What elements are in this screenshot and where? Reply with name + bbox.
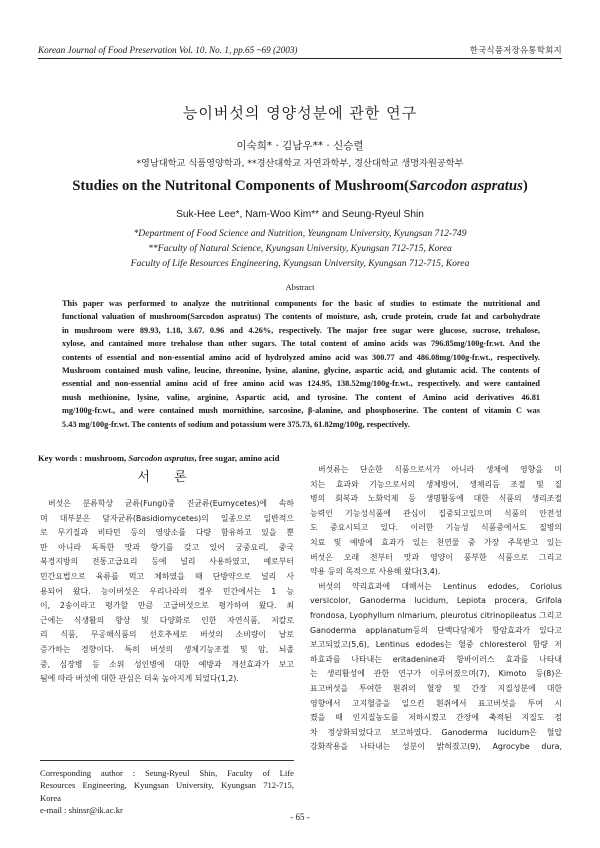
- korean-authors: 이숙희* · 김남우** · 신승렬: [236, 140, 364, 152]
- body-line: 됨에 따라 버섯에 대한 관심은 더욱 높아지게 되었다(1,2).: [40, 674, 239, 684]
- body-line: 이, 2송이라고 평가할 만큼 고급버섯으로 평가하여 왔다. 최: [40, 601, 294, 611]
- body-line: 표고버섯을 투여한 흰쥐의 혈장 및 간장 지질성분에 대한: [310, 683, 562, 693]
- body-line: 증가하는 경향이다. 특히 버섯의 생체기능조절 및 암, 뇌졸: [40, 644, 294, 654]
- korean-title: 능이버섯의 영양성분에 관한 연구: [182, 104, 418, 122]
- body-line: 도 중요시되고 있다. 이러한 기능성 식품중에서도 질병의: [310, 523, 562, 533]
- korean-affiliations: *영남대학교 식품영양학과, **경산대학교 자연과학부, 경산대학교 생명자원공학부: [136, 158, 464, 169]
- footnote-line: Resources Engineering, Kyungsan University, Kyungsan 712-715,: [40, 780, 294, 791]
- body-line: 만 아니라 독특한 맛과 향기를 갖고 있어 궁중요리, 중국: [40, 542, 294, 552]
- keywords-post: , free sugar, amino acid: [194, 453, 280, 463]
- body-line: 며 대부분은 담자균류(Basidiomycetes)의 일종으로 일반적으: [40, 513, 294, 523]
- body-line: 버섯은 분류학상 균류(Fungi)중 진균류(Eumycetes)에 속하: [48, 499, 294, 508]
- body-line: 북경지방의 전통고급요리 등에 널리 사용하였고, 예로부터: [40, 557, 294, 567]
- body-line: 버섯의 약리효과에 대해서는 Lentinus edodes, Coriolus: [318, 581, 562, 591]
- body-line: 하효과를 나타내는 eritadenine과 항바이러스 효과를 나타내: [310, 654, 562, 664]
- section-heading-introduction: 서 론: [137, 470, 197, 485]
- english-title: [0, 178, 600, 195]
- affiliation-line: **Faculty of Natural Science, Kyungsan University, Kyungsan 712-715, Korea: [148, 243, 452, 254]
- body-line: 켰을 때 인지질농도를 저하시켰고 간장에 축적된 지질도 점: [310, 713, 562, 723]
- body-line: frondosa, Lyophyllum nlmarium, pleurotus citrinopileatus 그리고: [310, 610, 562, 620]
- abstract-line: This paper was performed to analyze the nutritional components for the basic of studies to estimate the nutritional and: [62, 299, 540, 308]
- body-line: 버섯류는 단순한 식품으로서가 아니라 생체에 영향을 미: [318, 465, 562, 474]
- abstract-line: mg/100g-fr.wt., and were contained mush mornithine, sarcosine, β-alanine, and phosphoserine. The content of vitamin C was: [62, 406, 540, 416]
- body-line: 치료 및 예방에 효과가 있는 천연물 중 가장 주목받고 있는: [310, 537, 562, 547]
- page-number: - 65 -: [290, 812, 310, 822]
- body-line: 는 생리활성에 관한 연구가 이루어졌으며(7), Kimoto 등(8)은: [310, 669, 562, 679]
- footnote-line: Corresponding author : Seung-Ryeul Shin, Faculty of Life: [40, 768, 294, 778]
- body-line: 중, 심장병 등 소위 성인병에 대한 예방과 개선효과가 보고: [40, 659, 294, 669]
- body-line: 민간요법으로 육류를 먹고 체하였을 때 단방약으로 널리 사: [40, 571, 294, 581]
- society-name: 한국식품저장유통학회지: [469, 45, 562, 55]
- body-line: 강화작용을 나타내는 성분이 밝혀졌고(9), Agrocybe dura,: [310, 742, 562, 752]
- body-line: 보고되었고(5,6), Lentinus edodes는 혈중 chloresterol 함량 저: [310, 640, 562, 650]
- english-affiliations: [0, 226, 600, 271]
- header-rule: [38, 58, 562, 59]
- body-line: 용되어 왔다. 능이버섯은 우리나라의 경우 민간에서는 1 능: [40, 586, 294, 596]
- body-line: 능력인 기능성식품에 관심이 집중되고있으며 식품의 안전성: [310, 508, 562, 518]
- abstract-body: [62, 297, 540, 431]
- body-line: 약용 등의 목적으로 사용해 왔다(3,4).: [310, 567, 441, 577]
- body-line: versicolor, Ganoderma lucidum, Lepiota procera, Grifola: [310, 596, 562, 606]
- running-header: [38, 44, 562, 56]
- keywords-species: Sarcodon aspratus: [128, 453, 195, 463]
- body-line: 리 식품, 무공해식품의 선호추세로 버섯의 소비량이 날로: [40, 630, 294, 640]
- abstract-line: xylose, and cantained more trehalose than other sugars. The total content of amino acids was 796.85mg/100g-fr.wt. And the: [62, 339, 540, 349]
- english-title-main: Studies on the Nutritonal Components of Mushroom(: [72, 178, 409, 194]
- body-line: 치는 효과와 기능으로서의 생체방어, 생체리듬 조절 및 질: [310, 479, 562, 489]
- english-title-species: Sarcodon aspratus: [408, 178, 523, 194]
- body-line: 근에는 식생활의 향상 및 다양화로 인한 자연식품, 저칼로: [40, 615, 294, 625]
- body-line: Ganoderma applanatum등의 단백다당체가 항암효과가 있다고: [310, 625, 562, 635]
- abstract-line: essential and non-essential amino acid of free amino acid was 124.95, 138.52mg/100g-fr.wt., respectively. and were cantained: [62, 379, 540, 389]
- keywords: [38, 453, 279, 463]
- abstract-line: contents of essential and non-essential amino acid of hydrolyzed amino acid was 300.77 and 486.08mg/100g-fr.wt., respectively.: [62, 352, 540, 362]
- affiliation-line: Faculty of Life Resources Engineering, Kyungsan University, Kyungsan 712-715, Korea: [130, 258, 470, 269]
- corresponding-author-footnote: [40, 767, 294, 817]
- abstract-line: 5.43 mg/100g-fr.wt. The contents of sodium and potassium were 375.73, 61.82mg/100g, respectively.: [62, 419, 410, 429]
- english-title-close: ): [522, 178, 528, 194]
- affiliation-line: *Department of Food Science and Nutrition, Yeungnam University, Kyungsan 712-749: [133, 228, 467, 239]
- abstract-line: mush methionine, lysine, valine, arginine, Aspartic acid, and tyrosine. The content of Amino acid derivatives 46.81: [62, 392, 540, 402]
- english-authors: Suk-Hee Lee*, Nam-Woo Kim** and Seung-Ryeul Shin: [176, 209, 424, 220]
- right-column-text: [310, 463, 562, 755]
- keywords-pre: mushroom,: [84, 453, 129, 463]
- journal-citation: Korean Journal of Food Preservation Vol. 10. No. 1, pp.65 ~69 (2003): [38, 45, 298, 55]
- body-line: 로 무기질과 비타민 등의 영양소를 다량 함유하고 있을 뿐: [40, 528, 294, 538]
- keywords-label: Key words :: [38, 453, 85, 463]
- body-line: 버섯은 오래 전부터 맛과 영양이 풍부한 식품으로 그리고: [310, 552, 562, 562]
- abstract-heading: Abstract: [285, 282, 315, 292]
- footnote-email: e-mail : shinsr@ik.ac.kr: [40, 805, 123, 816]
- abstract-line: in mushroom were 89.93, 1.18, 3.67. 0.96 and 4.26%, respectively. The major free sugar were glucose, sucrose, trehalose,: [62, 325, 540, 335]
- abstract-line: functional valuation of mushroom(Sarcodon aspratus) The contents of moisture, ash, crude protein, crude fat and carbohydrate: [62, 312, 540, 322]
- left-column-text: [40, 497, 294, 687]
- footnote-line: Korea: [40, 792, 61, 803]
- body-line: 영향에서 고지혈증을 일으킨 흰쥐에서 표고버섯을 투여 시: [310, 698, 562, 708]
- footnote-rule: [40, 760, 294, 761]
- body-line: 차 정상화되었다고 보고하였다. Ganoderma lucidum은 혈압: [310, 727, 562, 737]
- body-line: 병의 회복과 노화억제 등 생명활동에 대한 식품의 생리조절: [310, 494, 562, 504]
- abstract-line: Mushroom contained mush valine, leucine, threonine, lysine, alanine, glycine, aspartic acid, and glutamic acid. The contents of: [62, 365, 540, 375]
